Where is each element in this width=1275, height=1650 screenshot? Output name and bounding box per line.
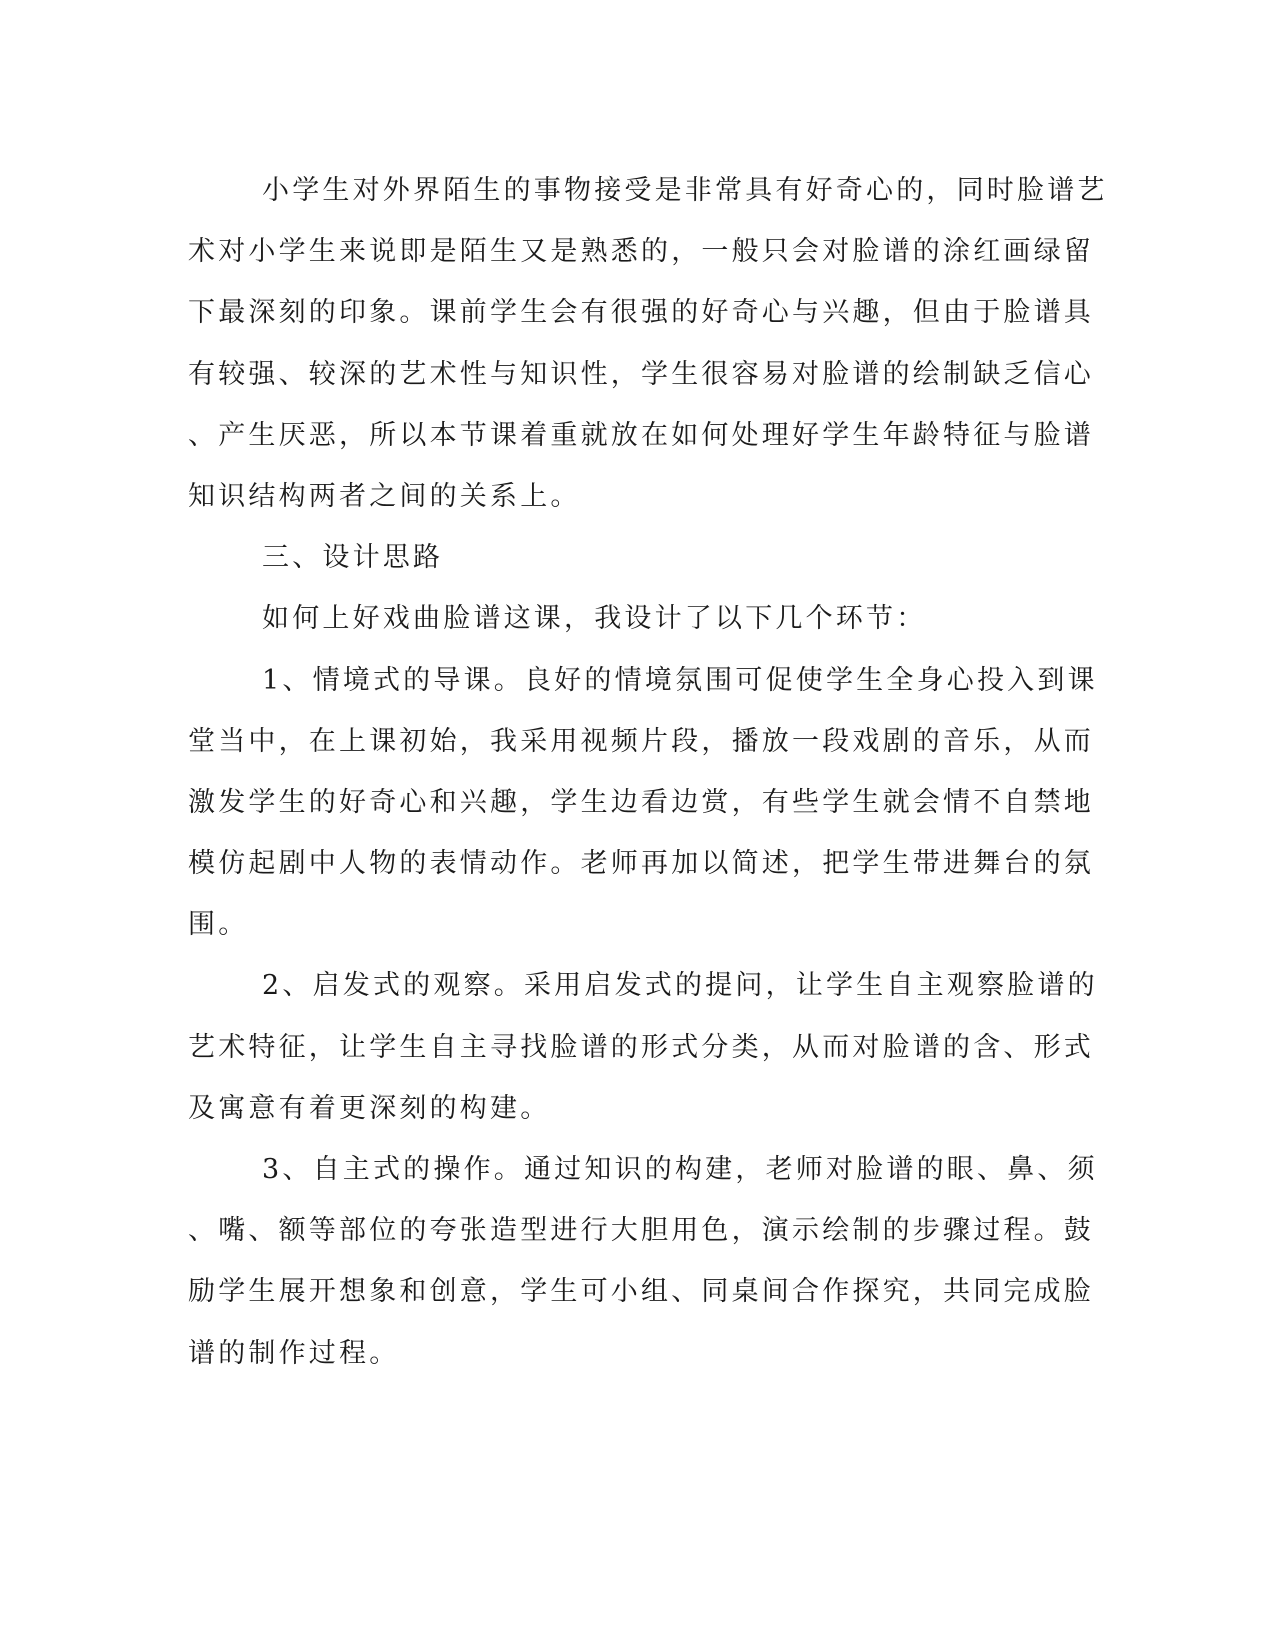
paragraph-intro-line-1: 如何上好戏曲脸谱这课，我设计了以下几个环节： (262, 603, 927, 635)
section-heading-design-approach: 三、设计思路 (262, 542, 444, 574)
item-1-line-4: 模仿起剧中人物的表情动作。老师再加以简述，把学生带进舞台的氛 (188, 848, 1094, 880)
paragraph-1-line-5: 、产生厌恶，所以本节课着重就放在如何处理好学生年龄特征与脸谱 (188, 419, 1094, 451)
item-2-line-1: 2、启发式的观察。采用启发式的提问，让学生自主观察脸谱的 (262, 970, 1098, 1002)
item-1-line-5: 围。 (188, 909, 249, 941)
document-body (188, 160, 1108, 1384)
item-2-line-3: 及寓意有着更深刻的构建。 (188, 1092, 551, 1124)
item-1-line-1: 1、情境式的导课。良好的情境氛围可促使学生全身心投入到课 (262, 664, 1098, 696)
paragraph-1-line-1: 小学生对外界陌生的事物接受是非常具有好奇心的，同时脸谱艺 (262, 175, 1108, 206)
item-3-line-4: 谱的制作过程。 (188, 1337, 400, 1369)
paragraph-1-line-2: 术对小学生来说即是陌生又是熟悉的，一般只会对脸谱的涂红画绿留 (188, 236, 1094, 268)
paragraph-1-line-4: 有较强、较深的艺术性与知识性，学生很容易对脸谱的绘制缺乏信心 (188, 358, 1094, 390)
item-3-line-3: 励学生展开想象和创意，学生可小组、同桌间合作探究，共同完成脸 (188, 1276, 1094, 1308)
item-1-line-2: 堂当中，在上课初始，我采用视频片段，播放一段戏剧的音乐，从而 (188, 725, 1094, 757)
item-1-line-3: 激发学生的好奇心和兴趣，学生边看边赏，有些学生就会情不自禁地 (188, 786, 1094, 818)
item-2-line-2: 艺术特征，让学生自主寻找脸谱的形式分类，从而对脸谱的含、形式 (188, 1031, 1094, 1063)
item-3-line-2: 、嘴、额等部位的夸张造型进行大胆用色，演示绘制的步骤过程。鼓 (188, 1215, 1094, 1247)
item-3-line-1: 3、自主式的操作。通过知识的构建，老师对脸谱的眼、鼻、须 (262, 1154, 1098, 1185)
paragraph-1-line-3: 下最深刻的印象。课前学生会有很强的好奇心与兴趣，但由于脸谱具 (188, 297, 1094, 329)
paragraph-1-line-6: 知识结构两者之间的关系上。 (188, 480, 581, 512)
